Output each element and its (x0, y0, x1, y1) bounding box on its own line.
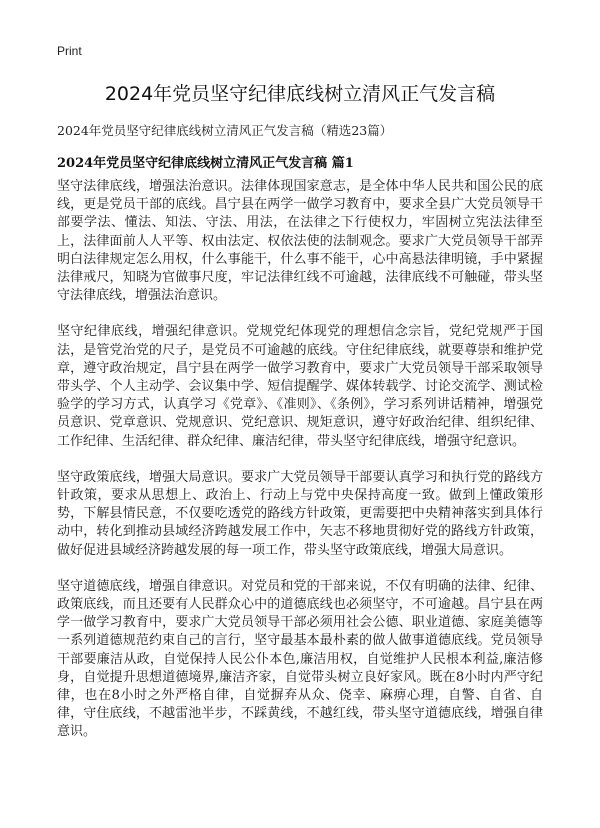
document-body (57, 178, 543, 760)
paragraph-discipline-bottom-line: 坚守纪律底线，增强纪律意识。党规党纪体现党的理想信念宗旨，党纪党规严于国法，是管党治党的尺子，是党员不可逾越的底线。守住纪律底线，就要尊崇和维护党章，遵守政治规定，昌宁县在两学一做学习教育中，要求广大党员领导干部采取领导带头学、个人主动学、会议集中学、短信提醒学、媒体转载学、讨论交流学、测试检验学的学习方式，认真学习《党章》、《准则》、《条例》，学习系列讲话精神，增强党员意识、党章意识、党规意识、党纪意识、规矩意识，遵守好政治纪律、组织纪律、工作纪律、生活纪律、群众纪律、廉洁纪律，带头坚守纪律底线，增强守纪意识。 (57, 324, 543, 449)
document-title: 2024年党员坚守纪律底线树立清风正气发言稿 (104, 83, 496, 105)
section-heading: 2024年党员坚守纪律底线树立清风正气发言稿 篇1 (57, 156, 354, 171)
paragraph-moral-bottom-line: 坚守道德底线，增强自律意识。对党员和党的干部来说，不仅有明确的法律、纪律、政策底线，而且还要有人民群众心中的道德底线也必须坚守，不可逾越。昌宁县在两学一做学习教育中，要求广大党员领导干部必须用社会公德、职业道德、家庭美德等一系列道德规范约束自己的言行，坚守最基本最朴素的做人做事道德底线。党员领导干部要廉洁从政，自觉保持人民公仆本色,廉洁用权，自觉维护人民根本利益,廉洁修身，自觉提升思想道德境界,廉洁齐家，自觉带头树立良好家风。既在8小时内严守纪律，也在8小时之外严格自律，自觉摒弃从众、侥幸、麻痹心理，自警、自省、自律，守住底线，不越雷池半步，不踩黄线，不越红线，带头坚守道德底线，增强自律意识。 (57, 578, 543, 740)
document-subtitle: 2024年党员坚守纪律底线树立清风正气发言稿（精选23篇） (57, 123, 393, 138)
paragraph-legal-bottom-line: 坚守法律底线，增强法治意识。法律体现国家意志，是全体中华人民共和国公民的底线，更是党员干部的底线。昌宁县在两学一做学习教育中，要求全县广大党员领导干部要学法、懂法、知法、守法、用法，在法律之下行使权力，牢固树立宪法法律至上，法律面前人人平等、权由法定、权依法使的法制观念。要求广大党员领导干部弄明白法律规定怎么用权，什么事能干，什么事不能干，心中高悬法律明镜，手中紧握法律戒尺，知晓为官做事尺度，牢记法律红线不可逾越，法律底线不可触碰，带头坚守法律底线，增强法治意识。 (57, 179, 543, 304)
paragraph-policy-bottom-line: 坚守政策底线，增强大局意识。要求广大党员领导干部要认真学习和执行党的路线方针政策，要求从思想上、政治上、行动上与党中央保持高度一致。做到上懂政策形势，下解县情民意，不仅要吃透党的路线方针政策，更需要把中央精神落实到具体行动中，转化到推动县域经济跨越发展工作中，矢志不移地贯彻好党的路线方针政策，做好促进县域经济跨越发展的每一项工作，带头坚守政策底线，增强大局意识。 (57, 469, 543, 558)
print-link[interactable]: Print (57, 44, 82, 58)
